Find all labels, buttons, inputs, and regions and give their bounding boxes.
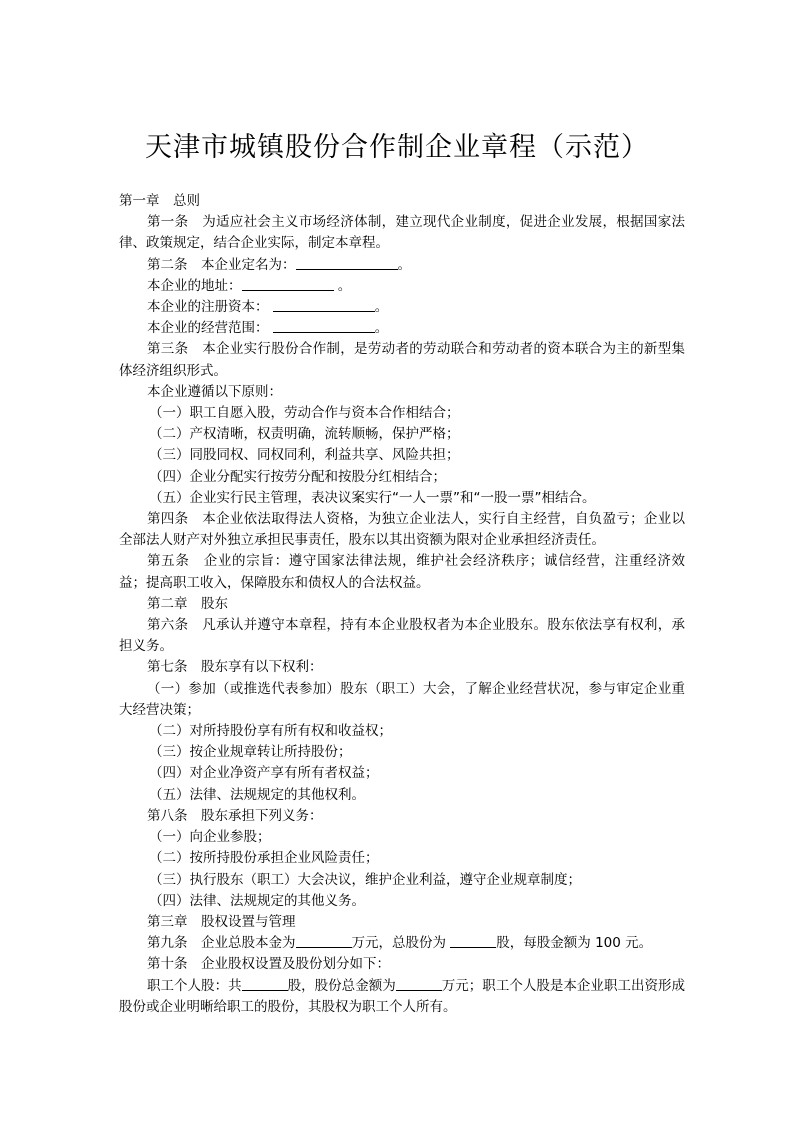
principle-4: （四）企业分配实行按劳分配和按股分红相结合； (149, 468, 446, 485)
capital-end: 。 (374, 299, 389, 316)
address-blank (242, 276, 334, 291)
article-9 (119, 933, 685, 954)
chapter-1-heading: 第一章 总则 (119, 193, 200, 209)
article-4: 第四条 本企业依法取得法人资格，为独立企业法人，实行自主经营，自负盈亏；企业以全部法人财产对外独立承担民事责任，股东以其出资额为限对企业承担经济责任。 (119, 511, 685, 549)
employee-shares-count-blank (242, 976, 288, 991)
article-3: 第三条 本企业实行股份合作制，是劳动者的劳动联合和劳动者的资本联合为主的新型集体经济组织形式。 (119, 341, 685, 379)
right-4: （四）对企业净资产享有所有者权益； (149, 765, 379, 782)
scope-end: 。 (374, 320, 389, 337)
article-10: 第十条 企业股权设置及股份划分如下： (147, 956, 390, 973)
article-9-part-a: 第九条 企业总股本金为 (147, 935, 296, 952)
principle-1: （一）职工自愿入股，劳动合作与资本合作相结合； (149, 405, 460, 422)
article-9-part-b: 万元，总股份为 (351, 935, 446, 952)
right-5: （五）法律、法规规定的其他权利。 (149, 786, 365, 803)
total-capital-blank (296, 933, 352, 948)
principle-5: （五）企业实行民主管理，表决议案实行“一人一票”和“一股一票”相结合。 (149, 489, 596, 506)
employee-shares-part-b: 股，股份总金额为 (287, 977, 396, 994)
scope-line (119, 318, 685, 339)
capital-label: 本企业的注册资本： (147, 299, 269, 316)
right-2: （二）对所持股份享有所有权和收益权； (149, 723, 392, 740)
employee-shares-part-c: 万元；职工个人股是本企业职工出资形成股份或企业明晰给职工的股份，其股权为职工个人所有。 (119, 977, 686, 1015)
duty-2: （二）按所持股份承担企业风险责任； (149, 850, 379, 867)
principles-intro: 本企业遵循以下原则： (147, 383, 282, 400)
chapter-2-heading: 第二章 股东 (147, 595, 228, 612)
total-shares-blank (450, 933, 496, 948)
article-7: 第七条 股东享有以下权利： (147, 659, 323, 676)
duty-3: （三）执行股东（职工）大会决议，维护企业利益，遵守企业规章制度； (149, 871, 581, 888)
duty-4: （四）法律、法规规定的其他义务。 (149, 892, 365, 909)
scope-blank (273, 318, 375, 333)
scope-label: 本企业的经营范围： (147, 320, 269, 337)
chapter-3-heading: 第三章 股权设置与管理 (147, 913, 296, 930)
right-3: （三）按企业规章转让所持股份； (149, 744, 352, 761)
employee-shares (119, 976, 685, 1018)
capital-line (119, 297, 685, 318)
article-8: 第八条 股东承担下列义务： (147, 807, 323, 824)
article-9-part-c: 股，每股金额为 100 元。 (496, 935, 653, 952)
address-end: 。 (337, 277, 352, 294)
employee-shares-part-a: 职工个人股：共 (147, 977, 242, 994)
principle-3: （三）同股同权、同权同利，利益共享、风险共担； (149, 447, 460, 464)
article-2-end: 。 (397, 256, 411, 273)
right-1: （一）参加（或推选代表参加）股东（职工）大会，了解企业经营状况，参与审定企业重大经营决策； (119, 680, 685, 718)
address-label: 本企业的地址： (147, 277, 242, 294)
capital-blank (273, 297, 375, 312)
employee-shares-amount-blank (396, 976, 442, 991)
article-2 (119, 255, 685, 276)
article-2-label: 第二条 本企业定名为： (147, 256, 296, 273)
duty-1: （一）向企业参股； (149, 829, 271, 846)
article-5: 第五条 企业的宗旨：遵守国家法律法规，维护社会经济秩序；诚信经营，注重经济效益；提高职工收入，保障股东和债权人的合法权益。 (119, 553, 685, 591)
document-body (119, 191, 685, 1018)
document-title: 天津市城镇股份合作制企业章程（示范） (145, 132, 649, 163)
company-name-blank (296, 255, 398, 270)
article-1: 第一条 为适应社会主义市场经济体制，建立现代企业制度，促进企业发展，根据国家法律、政策规定，结合企业实际，制定本章程。 (119, 214, 685, 252)
principle-2: （二）产权清晰，权责明确，流转顺畅，保护严格； (149, 426, 460, 443)
article-6: 第六条 凡承认并遵守本章程，持有本企业股权者为本企业股东。股东依法享有权利，承担义务。 (119, 617, 685, 655)
address-line (119, 276, 685, 297)
